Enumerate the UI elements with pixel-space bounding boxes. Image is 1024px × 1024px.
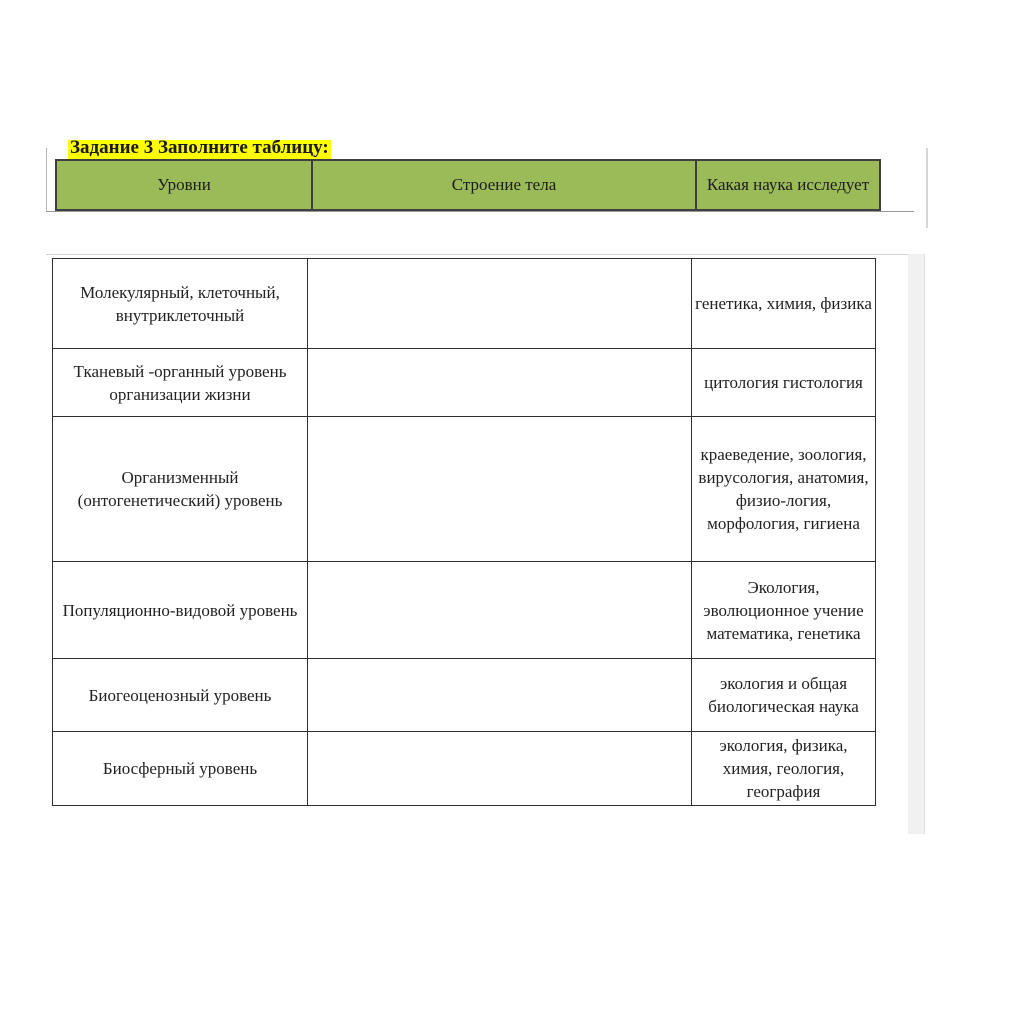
structure-cell[interactable] (308, 259, 692, 349)
table-row (53, 732, 876, 806)
header-cell-structure: Строение тела (312, 160, 696, 210)
structure-cell[interactable] (308, 659, 692, 732)
level-cell: Биосферный уровень (53, 732, 308, 806)
page-edge-top (926, 148, 928, 228)
science-cell: генетика, химия, физика (692, 259, 876, 349)
structure-cell[interactable] (308, 562, 692, 659)
level-cell: Организменный (онтогенетический) уровень (53, 417, 308, 562)
science-cell: цитология гистология (692, 349, 876, 417)
header-fragment (46, 140, 914, 212)
header-cell-science: Какая наука исследует (696, 160, 880, 210)
level-cell: Тканевый -органный уровень организации жизни (53, 349, 308, 417)
header-cell-levels: Уровни (56, 160, 312, 210)
level-cell: Молекулярный, клеточный, внутриклеточный (53, 259, 308, 349)
header-table (55, 159, 881, 211)
table-row (53, 349, 876, 417)
science-cell: экология и общая биологическая наука (692, 659, 876, 732)
table-row (53, 259, 876, 349)
science-cell: Экология, эволюционное учение математика, генетика (692, 562, 876, 659)
table-row (53, 659, 876, 732)
fragment-edge-top (46, 254, 908, 255)
table-fragment (46, 254, 922, 834)
fragment-edge-bottom (46, 211, 914, 212)
level-cell: Биогеоценозный уровень (53, 659, 308, 732)
structure-cell[interactable] (308, 732, 692, 806)
structure-cell[interactable] (308, 349, 692, 417)
levels-table (52, 258, 876, 806)
level-cell: Популяционно-видовой уровень (53, 562, 308, 659)
table-row (53, 562, 876, 659)
table-row (53, 417, 876, 562)
structure-cell[interactable] (308, 417, 692, 562)
science-cell: краеведение, зоология, вирусология, анатомия, физио-логия, морфология, гигиена (692, 417, 876, 562)
task-title: Задание 3 Заполните таблицу: (68, 140, 331, 159)
header-row (56, 160, 880, 210)
fragment-edge-left (46, 148, 47, 212)
science-cell: экология, физика, химия, геология, география (692, 732, 876, 806)
